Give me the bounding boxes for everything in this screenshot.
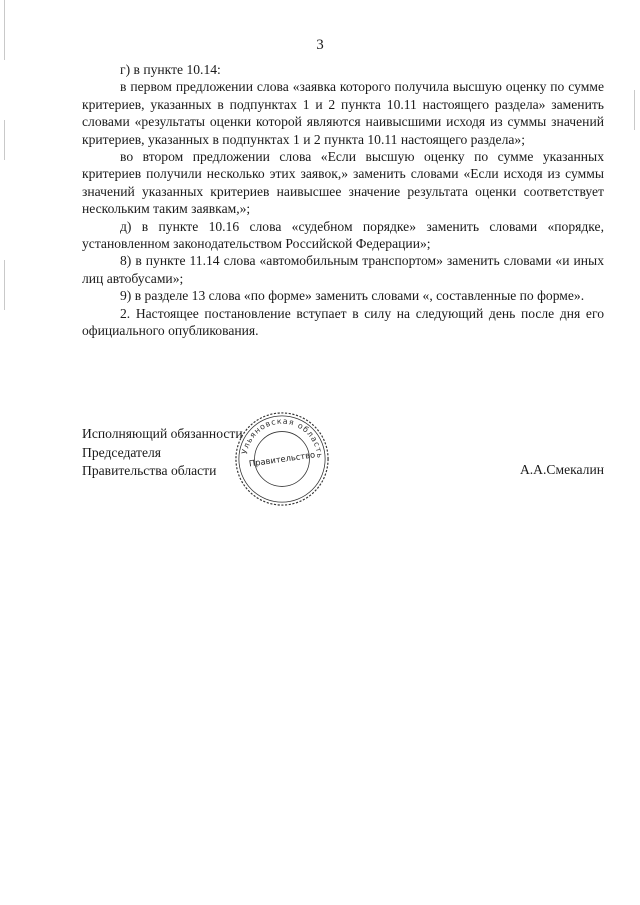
paragraph-item-8: 8) в пункте 11.14 слова «автомобильным транспортом» заменить словами «и иных лиц автобусами»; <box>82 253 604 286</box>
scan-artifact <box>4 260 5 310</box>
signatory-line-2: Председателя <box>82 444 162 460</box>
seal-ring-text: Ульяновская область <box>240 416 325 460</box>
scan-artifact <box>4 120 5 160</box>
signatory-title <box>82 425 243 481</box>
paragraph-item-d: д) в пункте 10.16 слова «судебном порядке» заменить словами «порядке, установленном законодательством Российской Федерации»; <box>82 218 604 252</box>
paragraph-first-sentence: в первом предложении слова «заявка которого получила высшую оценку по сумме критериев, указанных в подпунктах 1 и 2 пункта 10.11 настоящего раздела» заменить словами «результаты оценки которой являются наивысшими исходя из суммы значений критериев, указанных в подпунктах 1 и 2 пункта 10.11 настоящего раздела»; <box>82 79 604 147</box>
paragraph-effective-date: 2. Настоящее постановление вступает в силу на следующий день после дня его официального опубликования. <box>82 305 604 339</box>
paragraph-second-sentence: во втором предложении слова «Если высшую оценку по сумме указанных критериев получили несколько этих заявок,» заменить словами «Если исходя из суммы значений указанных критериев наивысшее значение результата оценки соответствует нескольким таким заявкам,»; <box>82 149 604 217</box>
signatory-line-1: Исполняющий обязанности <box>82 426 243 441</box>
official-seal <box>233 410 331 508</box>
scan-artifact <box>634 90 635 130</box>
page-number: 3 <box>316 37 324 53</box>
seal-center-text: Правительство <box>248 449 316 469</box>
paragraph-item-g: г) в пункте 10.14: <box>120 62 221 77</box>
document-body <box>82 61 604 340</box>
signatory-line-3: Правительства области <box>82 463 217 478</box>
paragraph-item-9: 9) в разделе 13 слова «по форме» заменить словами «, составленные по форме». <box>120 288 585 304</box>
signatory-name: А.А.Смекалин <box>519 462 604 477</box>
